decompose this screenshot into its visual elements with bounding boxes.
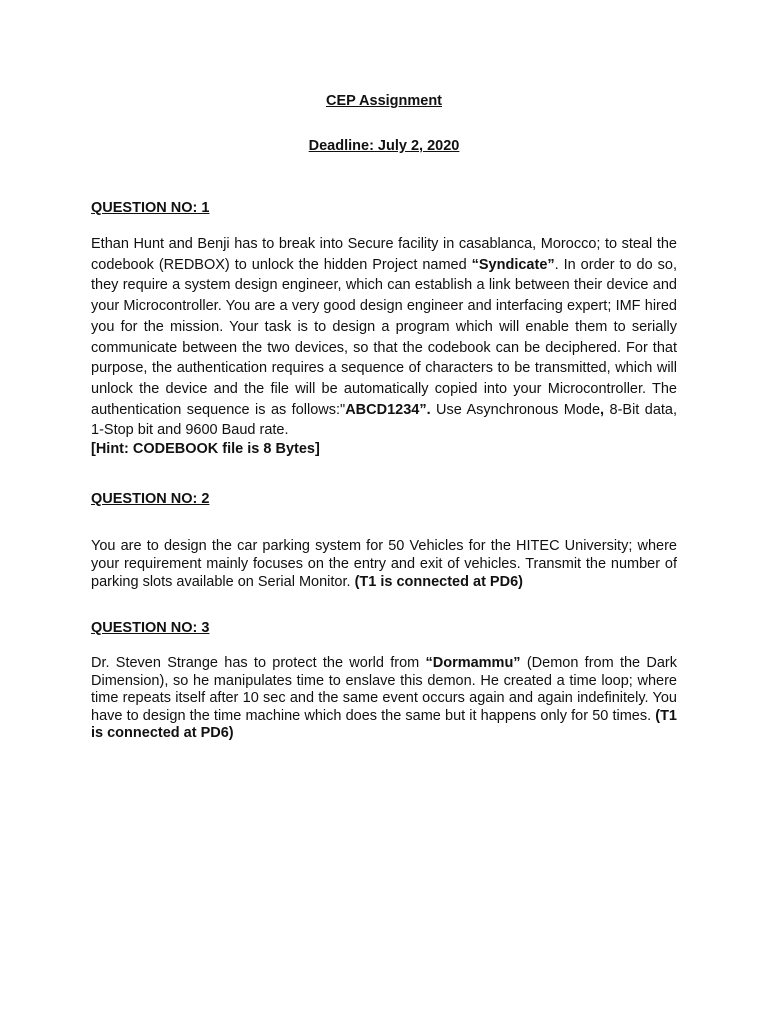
q3-text-a: Dr. Steven Strange has to protect the world from <box>91 655 426 671</box>
q1-text-a: Ethan Hunt and Benji has to break into Secure facility in casablanca, Morocco; to steal the codebook (REDBOX) to unlock the hidden Project named <box>91 236 677 273</box>
q2-text-a: You are to design the car parking system for 50 Vehicles for the HITEC University; where your requirement mainly focuses on the entry and exit of vehicles. Transmit the number of parking slots available on Serial Monitor. <box>91 538 677 590</box>
q1-text-b: . In order to do so, they require a system design engineer, which can establish a link between their device and your Microcontroller. You are a very good design engineer and interfacing expert; IMF hired you for the mission. Your task is to design a program which will enable them to serially communicate between the two devices, so that the codebook can be deciphered. For that purpose, the authentication requires a sequence of characters to be transmitted, which will unlock the device and the file will be automatically copied into your Microcontroller. The authentication sequence is as follows:" <box>91 256 677 418</box>
q3-bold-dormammu: “Dormammu” <box>425 655 521 671</box>
deadline-heading: Deadline: July 2, 2020 <box>308 138 460 154</box>
question-1-text <box>91 234 677 441</box>
q2-bold-note: (T1 is connected at PD6) <box>354 574 523 590</box>
q1-bold-syndicate: “Syndicate” <box>471 256 555 273</box>
q1-bold-comma: , <box>600 401 605 418</box>
q3-bold-note: (T1 is connected at PD6) <box>91 707 677 742</box>
question-3-heading: QUESTION NO: 3 <box>91 620 210 636</box>
document-title: CEP Assignment <box>325 93 443 109</box>
question-1-hint: [Hint: CODEBOOK file is 8 Bytes] <box>91 441 320 457</box>
question-3-text <box>91 655 677 743</box>
question-1-heading: QUESTION NO: 1 <box>91 200 210 216</box>
q1-text-d: 8-Bit data, 1-Stop bit and 9600 Baud rate. <box>91 401 678 439</box>
question-2-text <box>91 537 677 591</box>
q1-bold-sequence: ABCD1234”. <box>345 401 431 418</box>
question-2-heading: QUESTION NO: 2 <box>91 491 210 507</box>
q3-text-b: (Demon from the Dark Dimension), so he manipulates time to enslave this demon. He created a time loop; where time repeats itself after 10 sec and the same event occurs again and again indefinitely. You have to design the time machine which does the same but it happens only for 50 times. <box>91 655 677 724</box>
q1-text-c: Use Asynchronous Mode <box>430 401 601 418</box>
